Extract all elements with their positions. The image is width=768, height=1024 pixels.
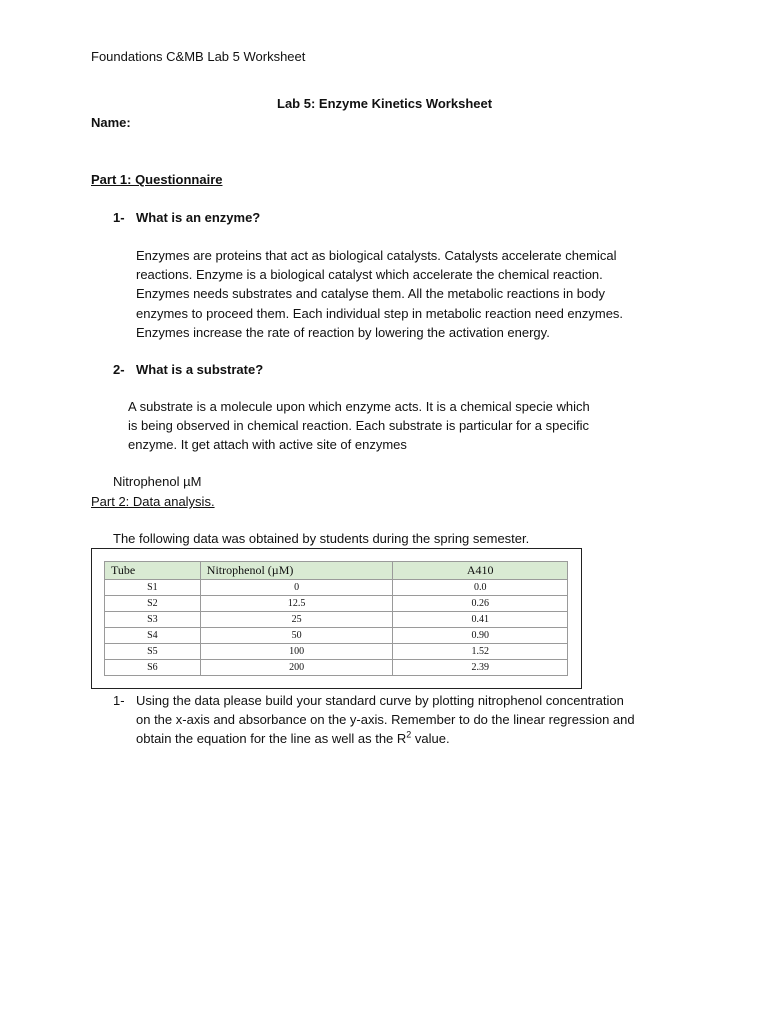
document-header: Foundations C&MB Lab 5 Worksheet (91, 49, 306, 64)
table-row (105, 580, 568, 596)
cell-concentration: 200 (200, 660, 393, 676)
cell-tube: S4 (105, 628, 201, 644)
question-line: Using the data please build your standard curve by plotting nitrophenol concentration (136, 693, 624, 708)
part2-intro: The following data was obtained by students during the spring semester. (113, 531, 530, 546)
q1-question: What is an enzyme? (136, 210, 261, 225)
cell-concentration: 12.5 (200, 596, 393, 612)
question-line-suffix: value. (411, 731, 450, 747)
cell-concentration: 25 (200, 612, 393, 628)
cell-concentration: 100 (200, 644, 393, 660)
cell-absorbance: 0.90 (393, 628, 568, 644)
part2-q1-text (136, 691, 635, 749)
question-line: on the x-axis and absorbance on the y-axis. Remember to do the linear regression and (136, 712, 635, 728)
cell-absorbance: 2.39 (393, 660, 568, 676)
q2-question: What is a substrate? (136, 362, 264, 377)
cell-absorbance: 0.0 (393, 580, 568, 596)
cell-concentration: 0 (200, 580, 393, 596)
cell-absorbance: 0.41 (393, 612, 568, 628)
question-line-prefix: obtain the equation for the line as well as the R (136, 731, 407, 747)
header-tube: Tube (105, 562, 201, 580)
table-header-row (105, 562, 568, 580)
stray-note: Nitrophenol µM (113, 474, 202, 489)
cell-tube: S1 (105, 580, 201, 596)
cell-tube: S3 (105, 612, 201, 628)
q1-number: 1- (113, 210, 125, 225)
answer-line: reactions. Enzyme is a biological catalyst which accelerate the chemical reaction. (136, 267, 603, 283)
question-line (136, 729, 635, 748)
part1-heading: Part 1: Questionnaire (91, 172, 223, 187)
data-table (104, 561, 568, 676)
cell-tube: S5 (105, 644, 201, 660)
part2-q1-number: 1- (113, 693, 125, 708)
q1-answer (136, 246, 623, 342)
table-row (105, 596, 568, 612)
answer-line: enzyme. It get attach with active site of enzymes (128, 437, 407, 453)
part2-heading: Part 2: Data analysis. (91, 494, 215, 509)
cell-concentration: 50 (200, 628, 393, 644)
table-row (105, 660, 568, 676)
answer-line: is being observed in chemical reaction. Each substrate is particular for a specific (128, 418, 589, 434)
header-nitrophenol: Nitrophenol (µM) (200, 562, 393, 580)
cell-tube: S2 (105, 596, 201, 612)
cell-absorbance: 0.26 (393, 596, 568, 612)
name-label: Name: (91, 115, 131, 130)
header-a410: A410 (393, 562, 568, 580)
cell-absorbance: 1.52 (393, 644, 568, 660)
answer-line: A substrate is a molecule upon which enzyme acts. It is a chemical specie which (128, 399, 590, 414)
r-squared-superscript: 2 (406, 730, 412, 741)
answer-line: Enzymes are proteins that act as biological catalysts. Catalysts accelerate chemical (136, 248, 617, 263)
q2-number: 2- (113, 362, 125, 377)
answer-line: Enzymes needs substrates and catalyse them. All the metabolic reactions in body (136, 286, 605, 302)
table-row (105, 612, 568, 628)
table-row (105, 644, 568, 660)
answer-line: enzymes to proceed them. Each individual step in metabolic reaction need enzymes. (136, 305, 624, 321)
answer-line: Enzymes increase the rate of reaction by lowering the activation energy. (136, 324, 550, 340)
worksheet-title: Lab 5: Enzyme Kinetics Worksheet (277, 96, 493, 111)
q2-answer (128, 397, 590, 455)
table-row (105, 628, 568, 644)
cell-tube: S6 (105, 660, 201, 676)
